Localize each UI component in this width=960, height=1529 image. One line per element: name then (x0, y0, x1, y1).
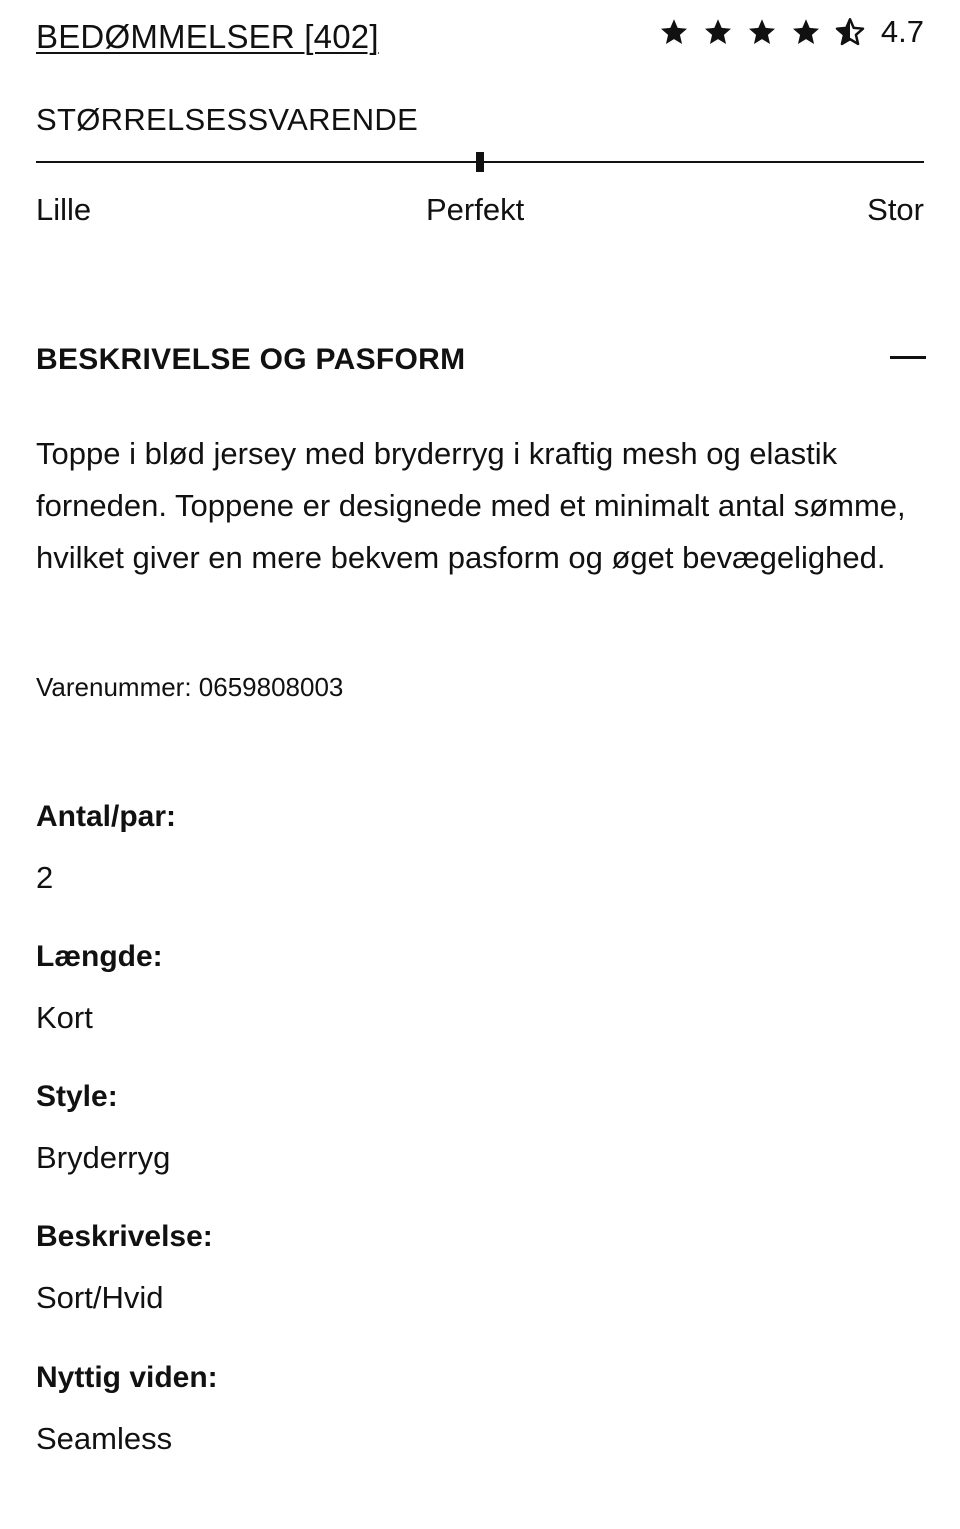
half-star-icon (835, 17, 865, 47)
size-label-large: Stor (867, 192, 924, 227)
attribute-label: Style: (36, 1080, 118, 1113)
attribute-value: Bryderryg (36, 1140, 171, 1175)
star-icon (747, 17, 777, 47)
minus-icon[interactable] (890, 356, 926, 359)
description-section-toggle[interactable] (36, 340, 926, 380)
star-rating (659, 17, 865, 47)
attribute-value: Sort/Hvid (36, 1280, 164, 1315)
attribute-label: Antal/par: (36, 800, 177, 833)
star-icon (659, 17, 689, 47)
rating-value: 4.7 (880, 14, 924, 49)
attribute-value: 2 (36, 860, 54, 895)
reviews-link[interactable]: BEDØMMELSER [402] (36, 18, 379, 55)
size-fit-marker (476, 152, 484, 172)
rating-summary (659, 14, 924, 50)
size-label-small: Lille (36, 192, 92, 227)
size-label-perfect: Perfekt (426, 192, 525, 227)
section-title: BESKRIVELSE OG PASFORM (36, 343, 466, 376)
star-icon (791, 17, 821, 47)
attribute-label: Længde: (36, 940, 163, 973)
attribute-value: Seamless (36, 1421, 173, 1456)
article-number: Varenummer: 0659808003 (36, 672, 344, 702)
size-fit-title: STØRRELSESSVARENDE (36, 102, 419, 137)
attribute-label: Beskrivelse: (36, 1220, 213, 1253)
star-icon (703, 17, 733, 47)
product-description: Toppe i blød jersey med bryderryg i kraftig mesh og elastik forneden. Toppene er designede med et minimalt antal sømme, hvilket giver en mere bekvem pasform og øget bevægelighed. (36, 436, 906, 575)
attribute-label: Nyttig viden: (36, 1361, 218, 1394)
attribute-value: Kort (36, 1000, 93, 1035)
